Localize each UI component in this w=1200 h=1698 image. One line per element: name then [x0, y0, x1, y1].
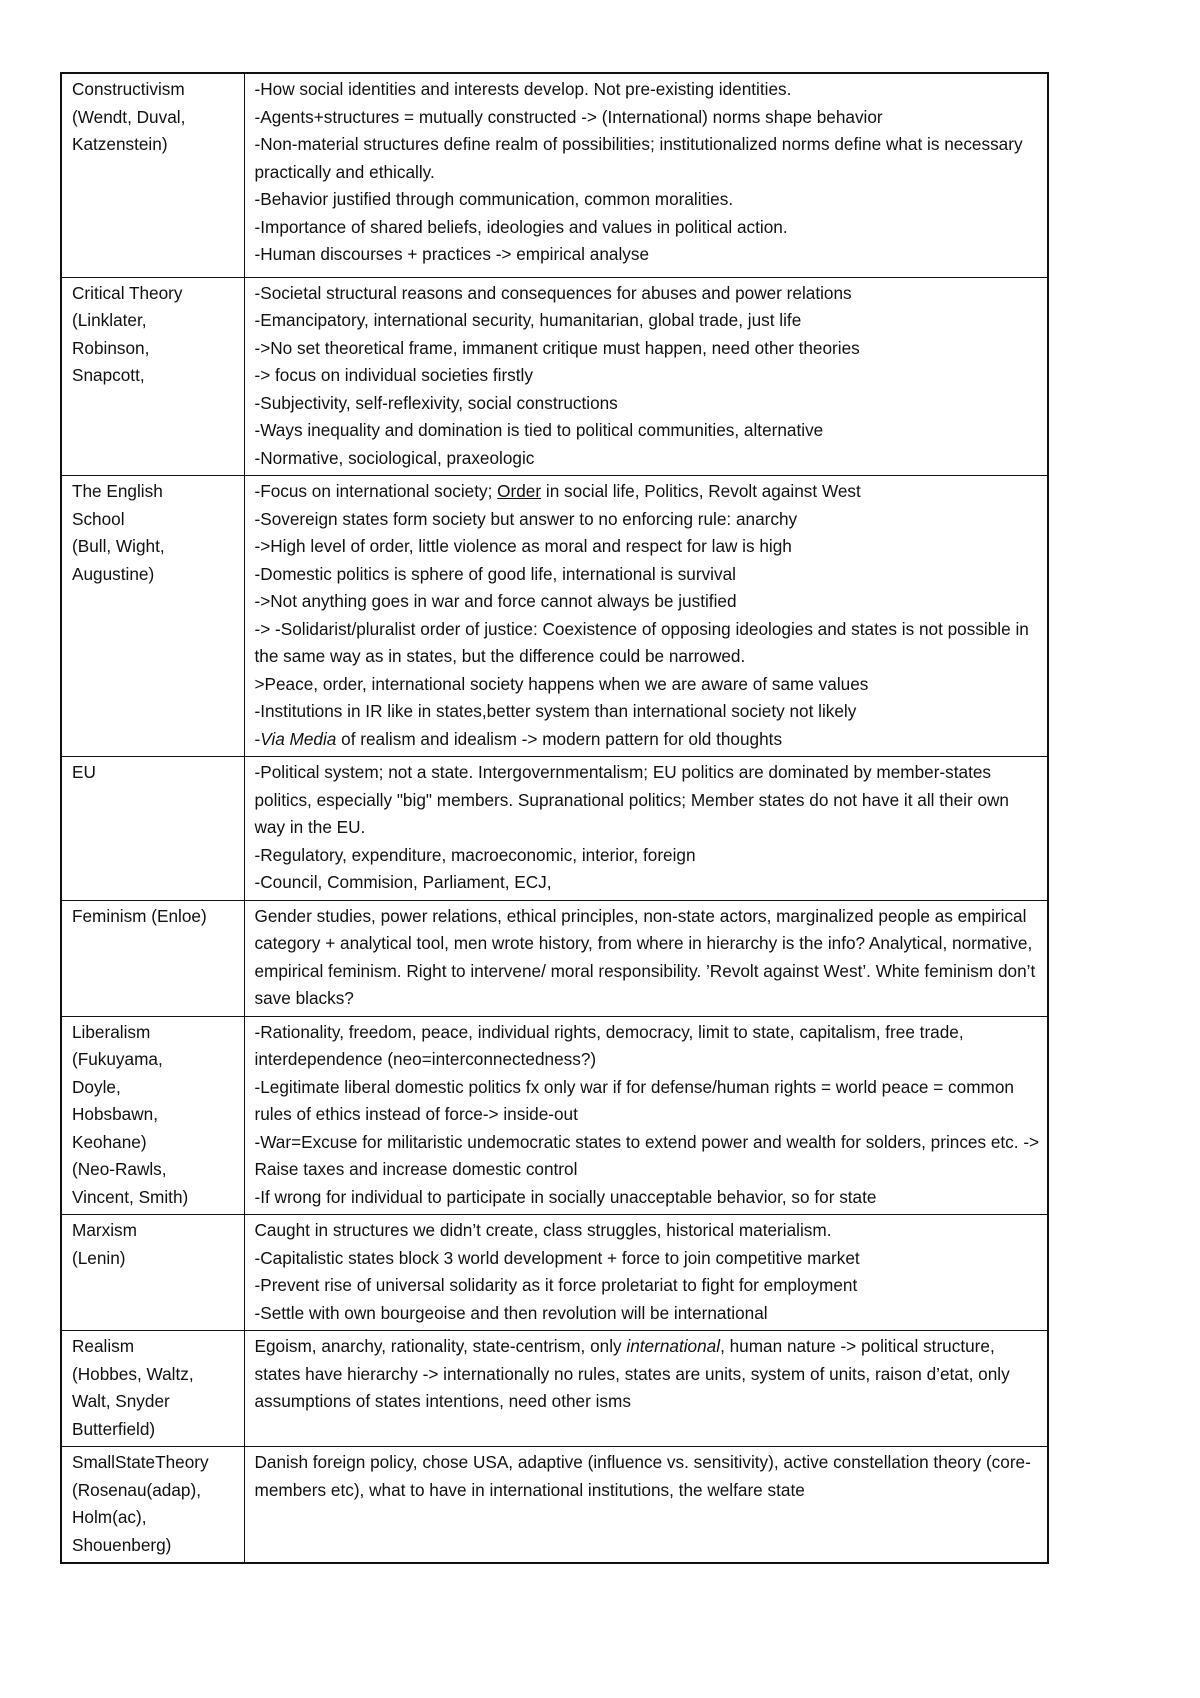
table-row	[62, 1331, 1047, 1447]
table-row	[62, 900, 1047, 1016]
table-row	[62, 277, 1047, 476]
point	[255, 478, 1042, 506]
theory-name	[62, 1016, 244, 1215]
theory-label: Critical Theory (Linklater, Robinson, Snapcott,	[72, 282, 183, 385]
theory-label: Feminism (Enloe)	[72, 905, 207, 926]
underlined-term: Order	[497, 481, 542, 501]
table-row	[62, 1215, 1047, 1331]
point: Danish foreign policy, chose USA, adaptive (influence vs. sensitivity), active constellation theory (core-members etc), what to have in international institutions, the welfare state	[254, 1452, 1031, 1500]
theory-name	[62, 476, 244, 757]
theory-description	[244, 900, 1047, 1016]
theory-table	[60, 72, 1049, 1564]
point: -Capitalistic states block 3 world development + force to join competitive market	[254, 1247, 860, 1268]
theory-name	[62, 900, 244, 1016]
table	[62, 74, 1047, 1562]
theory-name	[62, 1215, 244, 1331]
theory-name	[62, 757, 244, 901]
table-row	[62, 757, 1047, 901]
point: Caught in structures we didn’t create, class struggles, historical materialism.	[254, 1220, 832, 1240]
theory-description	[244, 1331, 1047, 1447]
theory-description	[244, 277, 1047, 476]
point: -> focus on individual societies firstly	[254, 365, 533, 385]
point: -Regulatory, expenditure, macroeconomic, interior, foreign	[254, 844, 696, 865]
theory-name	[62, 74, 244, 277]
theory-description	[244, 757, 1047, 901]
table-row	[62, 1016, 1047, 1215]
italic-term: international	[626, 1336, 721, 1356]
point: -Ways inequality and domination is tied to political communities, alternative	[254, 420, 824, 440]
point: >Peace, order, international society happens when we are aware of same values	[254, 673, 869, 694]
point: -Importance of shared beliefs, ideologies and values in political action.	[254, 216, 788, 237]
point: Gender studies, power relations, ethical principles, non-state actors, marginalized people as empirical category + analytical tool, men wrote history, from where in hierarchy is the info? Analytical, normative, empirical feminism. Right to intervene/ moral responsibility. ’Revolt against West’. White feminism don’t save blacks?	[254, 905, 1041, 1008]
theory-description	[244, 1215, 1047, 1331]
table-row	[62, 74, 1047, 277]
theory-name	[62, 1331, 244, 1447]
point: -War=Excuse for militaristic undemocratic states to extend power and wealth for solders, princes etc. -> Raise taxes and increase domestic control	[254, 1131, 1044, 1179]
point	[255, 726, 1042, 754]
point: -Council, Commision, Parliament, ECJ,	[254, 872, 552, 892]
theory-description	[244, 1016, 1047, 1215]
theory-name	[62, 277, 244, 476]
point: -Behavior justified through communication, common moralities.	[254, 189, 734, 209]
theory-label: The English School (Bull, Wight, Augustine)	[72, 481, 165, 584]
point: -Settle with own bourgeoise and then revolution will be international	[254, 1302, 768, 1323]
theory-description	[244, 476, 1047, 757]
point: ->High level of order, little violence as moral and respect for law is high	[254, 536, 792, 556]
theory-description	[244, 74, 1047, 277]
point: -Non-material structures define realm of possibilities; institutionalized norms define what is necessary practically and ethically.	[254, 134, 1028, 182]
point-text: in social life, Politics, Revolt against West	[541, 481, 861, 501]
theory-name	[62, 1447, 244, 1563]
point-text: Egoism, anarchy, rationality, state-centrism, only	[254, 1336, 627, 1356]
theory-description	[244, 1447, 1047, 1563]
point: -Prevent rise of universal solidarity as it force proletariat to fight for employment	[254, 1275, 858, 1295]
point-text: -	[254, 728, 261, 749]
theory-label: EU	[72, 762, 96, 782]
point: -> -Solidarist/pluralist order of justice: Coexistence of opposing ideologies and states is not possible in the same way as in states, but the difference could be narrowed.	[254, 618, 1034, 666]
theory-label: Constructivism (Wendt, Duval, Katzenstein)	[72, 79, 186, 154]
point: -Political system; not a state. Intergovernmentalism; EU politics are dominated by member-states politics, especially "big" members. Supranational politics; Member states do not have it all their own way in the EU.	[254, 762, 1014, 837]
point-text: of realism and idealism -> modern pattern for old thoughts	[336, 728, 783, 749]
point: -If wrong for individual to participate in socially unacceptable behavior, so for state	[254, 1186, 877, 1207]
point-text: -Focus on international society;	[254, 481, 498, 501]
theory-label: Realism (Hobbes, Waltz, Walt, Snyder Butterfield)	[72, 1336, 194, 1439]
point: -Normative, sociological, praxeologic	[254, 447, 535, 468]
italic-term: Via Media	[260, 728, 337, 749]
point: -Human discourses + practices -> empirical analyse	[254, 244, 650, 264]
point: -Sovereign states form society but answer to no enforcing rule: anarchy	[254, 508, 798, 529]
point: ->Not anything goes in war and force cannot always be justified	[254, 591, 737, 611]
table-row	[62, 1447, 1047, 1563]
point: -How social identities and interests develop. Not pre-existing identities.	[254, 79, 792, 99]
theory-label: Liberalism (Fukuyama, Doyle, Hobsbawn, Keohane) (Neo-Rawls, Vincent, Smith)	[72, 1021, 189, 1207]
point: -Rationality, freedom, peace, individual rights, democracy, limit to state, capitalism, free trade, interdependence (neo=interconnectedness?)	[254, 1021, 969, 1069]
point	[255, 1333, 1042, 1416]
point: -Domestic politics is sphere of good life, international is survival	[254, 563, 736, 584]
point: ->No set theoretical frame, immanent critique must happen, need other theories	[254, 337, 860, 358]
point: -Legitimate liberal domestic politics fx only war if for defense/human rights = world peace = common rules of ethics instead of force-> inside-out	[254, 1076, 1019, 1124]
theory-label: SmallStateTheory (Rosenau(adap), Holm(ac), Shouenberg)	[72, 1452, 209, 1555]
table-row	[62, 476, 1047, 757]
theory-label: Marxism (Lenin)	[72, 1220, 137, 1268]
point: -Societal structural reasons and consequences for abuses and power relations	[254, 282, 852, 303]
point: -Institutions in IR like in states,better system than international society not likely	[254, 701, 857, 721]
point-text: , human nature -> political structure, states have hierarchy -> internationally no rules, states are units, system of units, raison d’etat, only assumptions of states intentions, need other isms	[254, 1336, 1015, 1411]
point: -Subjectivity, self-reflexivity, social constructions	[254, 392, 618, 413]
point: -Emancipatory, international security, humanitarian, global trade, just life	[254, 310, 802, 330]
point: -Agents+structures = mutually constructed -> (International) norms shape behavior	[254, 106, 883, 127]
